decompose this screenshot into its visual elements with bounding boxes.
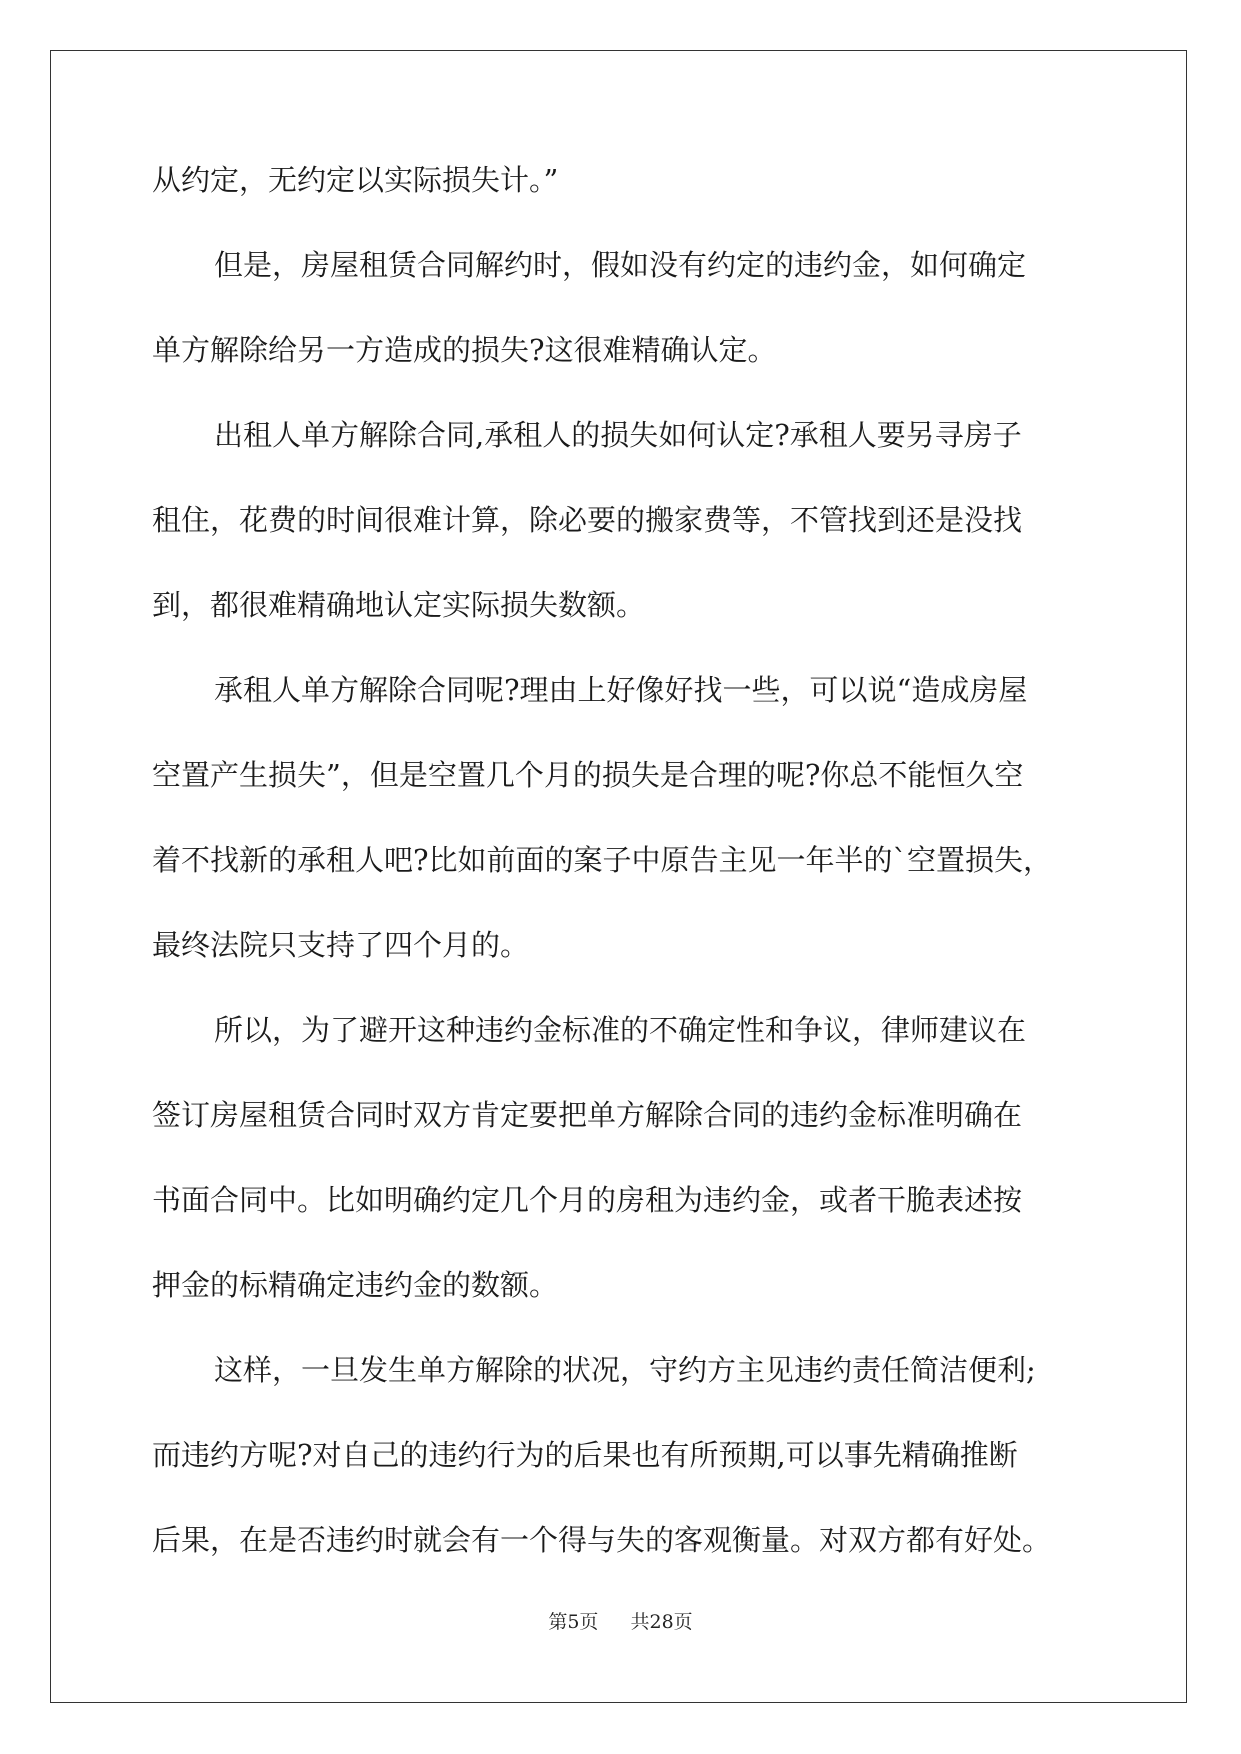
body-line: 所以，为了避开这种违约金标准的不确定性和争议，律师建议在 <box>214 1013 1027 1047</box>
body-line: 最终法院只支持了四个月的。 <box>152 928 530 962</box>
page-footer <box>0 1610 1241 1634</box>
page-number: 第5页 <box>548 1611 599 1633</box>
body-line: 这样，一旦发生单方解除的状况，守约方主见违约责任简洁便利; <box>214 1353 1036 1387</box>
body-line: 而违约方呢?对自己的违约行为的后果也有所预期,可以事先精确推断 <box>152 1438 1018 1472</box>
body-line: 后果，在是否违约时就会有一个得与失的客观衡量。对双方都有好处。 <box>152 1523 1052 1557</box>
body-line: 到，都很难精确地认定实际损失数额。 <box>152 588 646 622</box>
body-line: 但是，房屋租赁合同解约时，假如没有约定的违约金，如何确定 <box>214 248 1027 282</box>
body-line: 出租人单方解除合同,承租人的损失如何认定?承租人要另寻房子 <box>214 418 1022 452</box>
page-total: 共28页 <box>630 1611 693 1633</box>
body-line: 签订房屋租赁合同时双方肯定要把单方解除合同的违约金标准明确在 <box>152 1098 1023 1132</box>
body-line: 租住，花费的时间很难计算，除必要的搬家费等，不管找到还是没找 <box>152 503 1023 537</box>
body-line: 押金的标精确定违约金的数额。 <box>152 1268 559 1302</box>
body-line: 书面合同中。比如明确约定几个月的房租为违约金，或者干脆表述按 <box>152 1183 1023 1217</box>
body-line: 空置产生损失”，但是空置几个月的损失是合理的呢?你总不能恒久空 <box>152 758 1024 792</box>
body-line: 承租人单方解除合同呢?理由上好像好找一些，可以说“造成房屋 <box>214 673 1028 707</box>
body-line: 单方解除给另一方造成的损失?这很难精确认定。 <box>152 333 777 367</box>
document-body <box>152 163 1092 1608</box>
body-line: 着不找新的承租人吧?比如前面的案子中原告主见一年半的`空置损失， <box>152 843 1053 877</box>
body-line: 从约定，无约定以实际损失计。” <box>152 163 559 197</box>
